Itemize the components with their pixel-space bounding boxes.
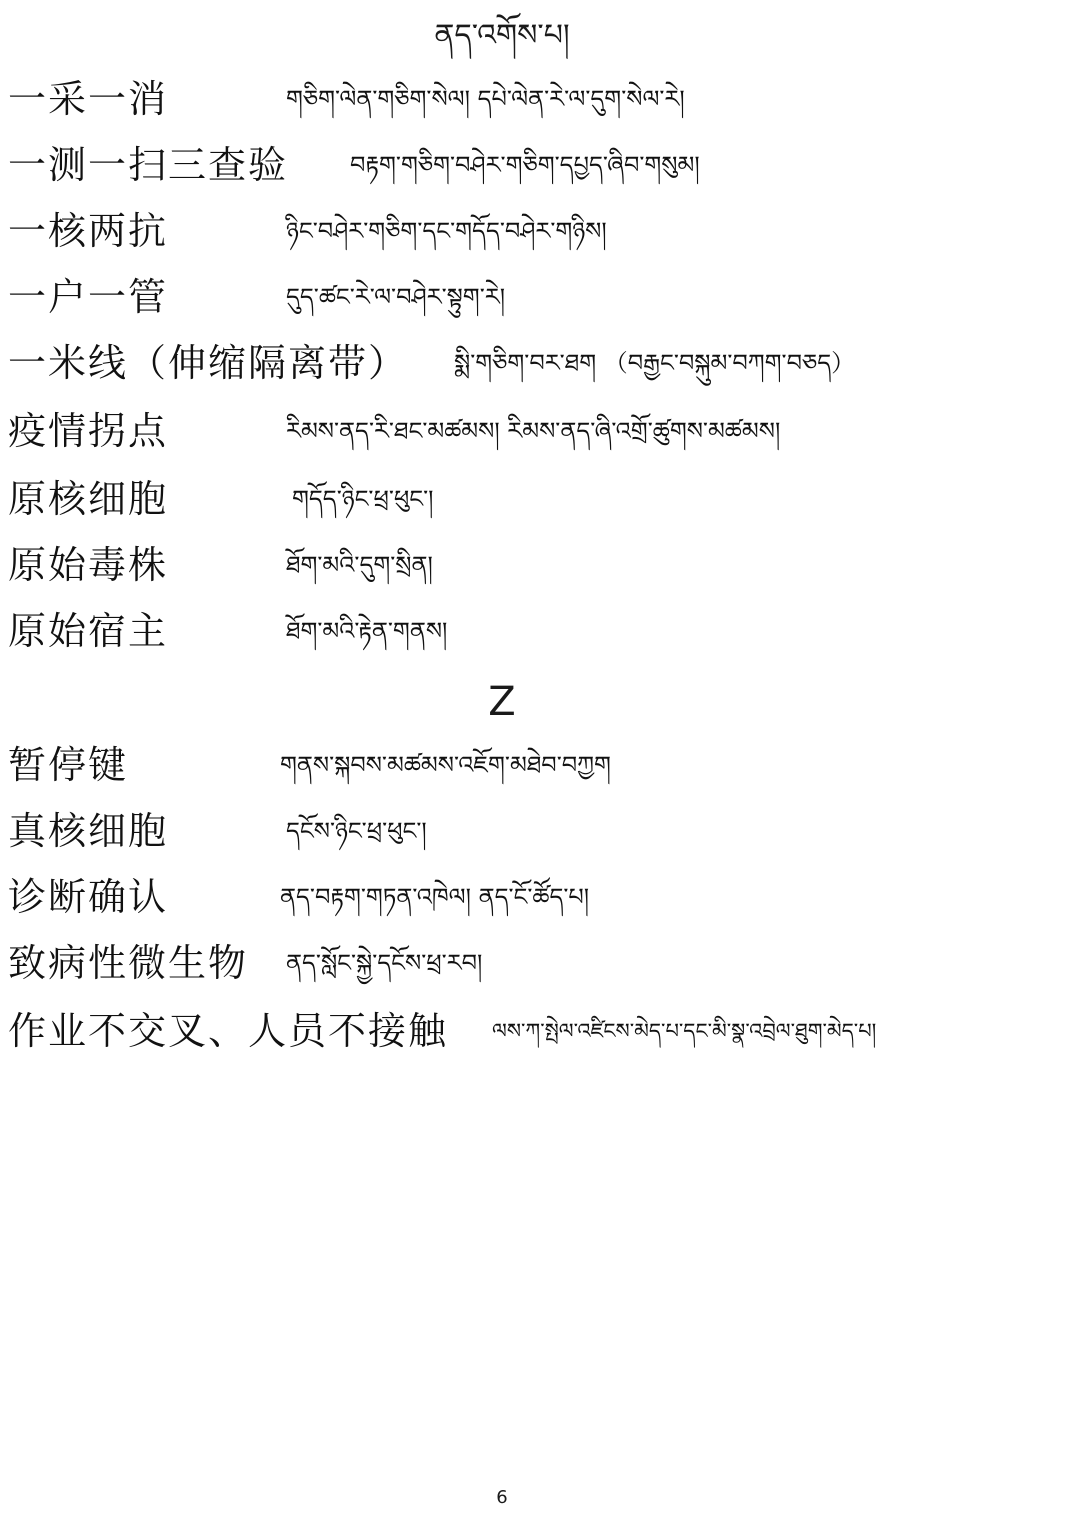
section-letter: Z xyxy=(488,679,516,725)
tibetan-translation: བརྟག་གཅིག་བཤེར་གཅིག་དཔྱད་ཞིབ་གསུམ། xyxy=(350,151,700,179)
glossary-entry xyxy=(8,732,1072,798)
tibetan-translation: དུད་ཚང་རེ་ལ་བཤེར་སྟུག་རེ། xyxy=(286,283,506,311)
chinese-term: 原始宿主 xyxy=(8,609,169,653)
chinese-term: 原始毒株 xyxy=(8,543,169,587)
tibetan-translation: ཐོག་མའི་རྟེན་གནས། xyxy=(286,617,448,645)
glossary-entry xyxy=(8,330,1072,396)
chinese-term: 一户一管 xyxy=(8,275,169,319)
glossary-entry xyxy=(8,66,1072,132)
tibetan-translation: ལས་ཀ་སྤེལ་འཛིངས་མེད་པ་དང་མི་སྣ་འབྲེལ་ཐུག་མེད་པ། xyxy=(492,1019,877,1043)
glossary-entry xyxy=(8,264,1072,330)
chinese-term: 原核细胞 xyxy=(8,477,169,521)
glossary-entry xyxy=(8,998,1072,1064)
glossary-entry xyxy=(8,930,1072,996)
glossary-entry xyxy=(8,198,1072,264)
tibetan-translation: སྨི་གཅིག་བར་ཐག （བརྒྱང་བསྐུམ་བཀག་བཅད） xyxy=(454,349,856,377)
chinese-term: 疫情拐点 xyxy=(8,409,169,453)
page-number: 6 xyxy=(496,1487,508,1508)
chinese-term: 作业不交叉、人员不接触 xyxy=(8,1009,449,1053)
tibetan-translation: ཐོག་མའི་དུག་སྲིན། xyxy=(286,551,433,579)
page-header: ནད་འགོས་པ། xyxy=(434,18,570,53)
tibetan-translation: གདོད་ཉིང་ཕྲ་ཕུང་། xyxy=(292,485,434,513)
chinese-term: 一米线（伸缩隔离带） xyxy=(8,341,409,385)
glossary-entry xyxy=(8,398,1072,464)
glossary-entry xyxy=(8,466,1072,532)
glossary-entry xyxy=(8,532,1072,598)
tibetan-translation: དངོས་ཉིང་ཕྲ་ཕུང་། xyxy=(286,817,427,845)
chinese-term: 一采一消 xyxy=(8,77,169,121)
tibetan-translation: ཉིང་བཤེར་གཅིག་དང་གདོད་བཤེར་གཉིས། xyxy=(286,217,607,245)
tibetan-translation: རིམས་ནད་རི་ཐང་མཚམས། རིམས་ནད་ཞི་འགྲོ་ཚུགས་མཚམས། xyxy=(286,417,781,445)
glossary-entry xyxy=(8,798,1072,864)
chinese-term: 一测一扫三查验 xyxy=(8,143,289,187)
chinese-term: 诊断确认 xyxy=(8,875,169,919)
tibetan-translation: ནད་སློང་སྐྱེ་དངོས་ཕྲ་རབ། xyxy=(286,949,483,977)
glossary-entry xyxy=(8,864,1072,930)
chinese-term: 一核两抗 xyxy=(8,209,169,253)
tibetan-translation: ནད་བརྟག་གཏན་འཁེལ། ནད་ངོ་ཚོད་པ། xyxy=(280,883,590,911)
glossary-entry xyxy=(8,598,1072,664)
chinese-term: 暂停键 xyxy=(8,743,129,787)
glossary-entry xyxy=(8,132,1072,198)
chinese-term: 致病性微生物 xyxy=(8,941,249,985)
tibetan-translation: གནས་སྐབས་མཚམས་འཇོག་མཐེབ་བཀྱག xyxy=(280,751,611,779)
chinese-term: 真核细胞 xyxy=(8,809,169,853)
tibetan-translation: གཅིག་ལེན་གཅིག་སེལ། དཔེ་ལེན་རེ་ལ་དུག་སེལ་རེ། xyxy=(286,85,685,113)
